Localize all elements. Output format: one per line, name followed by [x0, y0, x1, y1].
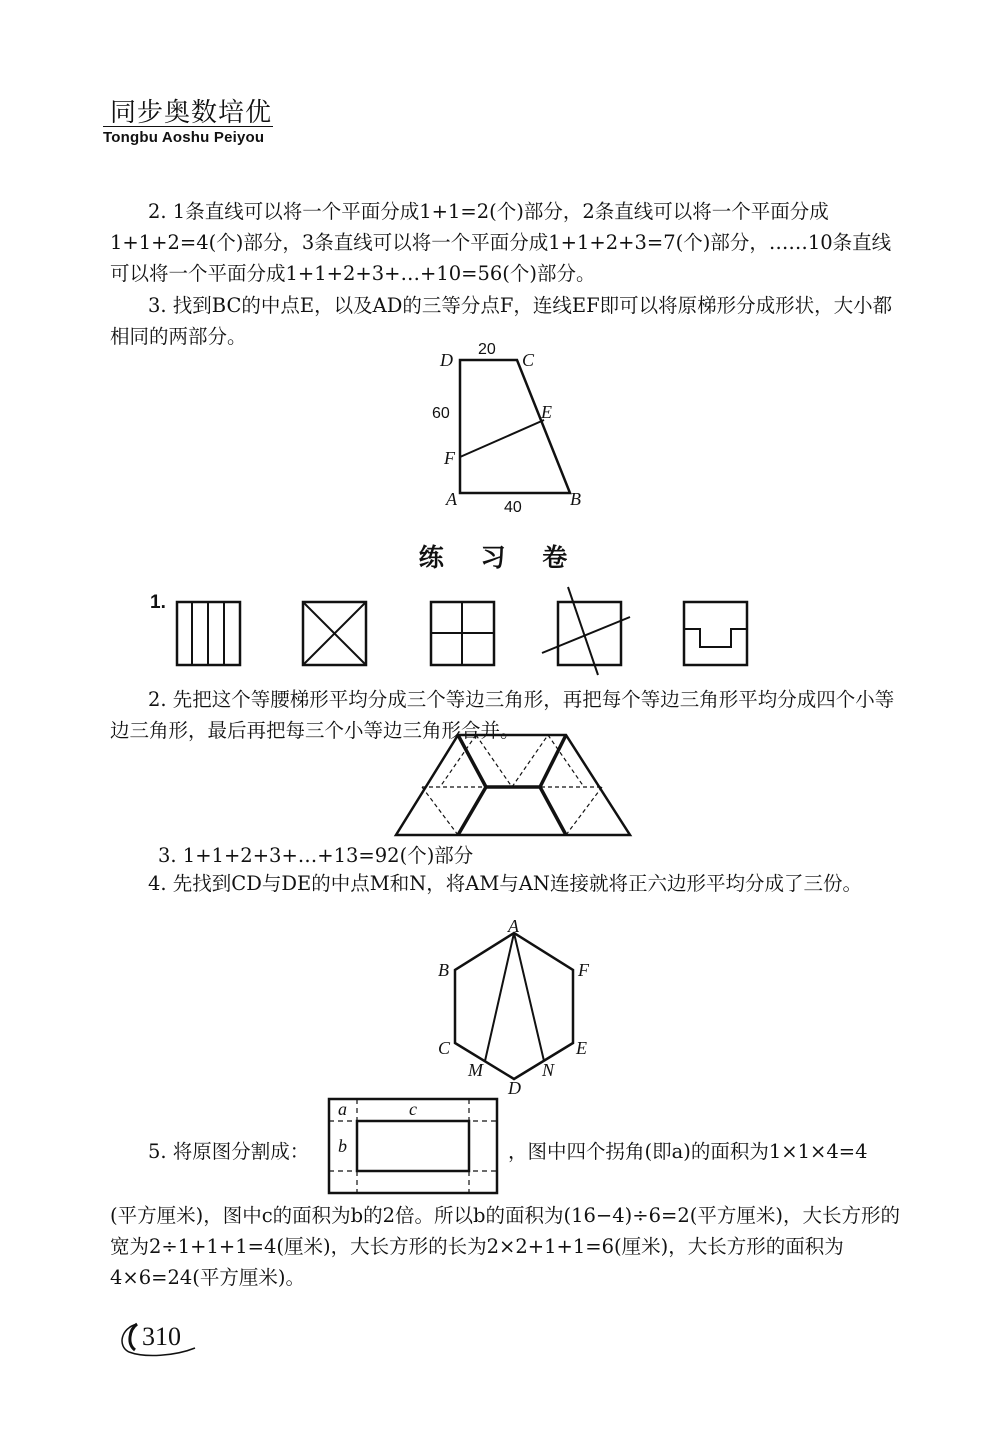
q1-number: 1. — [150, 592, 166, 613]
label-D: D — [508, 1078, 521, 1098]
triangle-trapezoid-figure — [390, 732, 640, 842]
label-E: E — [541, 402, 552, 422]
label-b: b — [338, 1136, 347, 1156]
square-u-shape — [684, 602, 747, 665]
answer-2 — [110, 196, 910, 289]
hexagon-outline — [455, 933, 573, 1079]
question-5-rest: (平方厘米)，图中c的面积为b的2倍。所以b的面积为(16−4)÷6=2(平方厘米)，大长方形的宽为2÷1+1+1=4(厘米)，大长方形的长为2×2+1+1=6(厘米)，大长方形的面积为4×6=24(平方厘米)。 — [110, 1204, 900, 1289]
question-3-text: 3. 1+1+2+3+…+13=92(个)部分 — [158, 844, 474, 867]
question-2-text: 2. 先把这个等腰梯形平均分成三个等边三角形，再把每个等边三角形平均分成四个小等边三角形，最后再把每三个小等边三角形合并。 — [110, 688, 895, 742]
book-subtitle: Tongbu Aoshu Peiyou — [103, 129, 265, 146]
q1-figures — [170, 595, 770, 675]
label-A: A — [446, 489, 457, 509]
label-top-length: 20 — [478, 341, 496, 358]
label-F: F — [578, 960, 589, 980]
square-crossing-lines — [542, 587, 630, 675]
label-B: B — [570, 489, 581, 509]
label-left-length: 60 — [432, 405, 450, 422]
label-M: M — [468, 1060, 483, 1080]
label-E: E — [576, 1038, 587, 1058]
question-5-prefix: 5. 将原图分割成： — [148, 1140, 310, 1163]
inner-rectangle — [357, 1121, 469, 1171]
question-5-suffix: ，图中四个拐角(即a)的面积为1×1×4=4 — [508, 1140, 868, 1163]
section-title: 练 习 卷 — [418, 543, 582, 572]
bold-divisions — [458, 735, 566, 835]
label-C: C — [438, 1038, 451, 1058]
square-quarters — [431, 602, 494, 665]
trapezoid-figure — [420, 341, 600, 520]
label-F: F — [444, 448, 455, 468]
square-four-strips — [177, 602, 240, 665]
line-AM — [485, 933, 514, 1061]
square-diagonals — [303, 602, 366, 665]
label-B: B — [438, 960, 449, 980]
label-bottom-length: 40 — [504, 499, 522, 516]
question-4 — [110, 868, 910, 899]
hexagon-figure — [430, 918, 600, 1098]
line-AN — [514, 933, 544, 1061]
header-rule — [103, 126, 273, 127]
page-number: 310 — [142, 1322, 181, 1351]
book-title: 同步奥数培优 — [110, 98, 273, 128]
label-D: D — [440, 350, 453, 370]
label-N: N — [542, 1060, 555, 1080]
answer-3 — [110, 290, 910, 352]
label-a: a — [338, 1099, 347, 1119]
question-4-text: 4. 先找到CD与DE的中点M和N，将AM与AN连接就将正六边形平均分成了三份。 — [148, 872, 862, 895]
rectangle-partition-figure — [325, 1097, 505, 1197]
answer-2-text: 2. 1条直线可以将一个平面分成1+1=2(个)部分，2条直线可以将一个平面分成1+1+2=4(个)部分，3条直线可以将一个平面分成1+1+2+3=7(个)部分，……10条直线可以将一个平面分成1+1+2+3+…+10=56(个)部分。 — [110, 200, 892, 285]
line-EF — [460, 420, 544, 457]
trapezoid-outline — [460, 360, 570, 493]
label-c: c — [409, 1099, 417, 1119]
answer-3-text: 3. 找到BC的中点E，以及AD的三等分点F，连线EF即可以将原梯形分成形状，大小都相同的两部分。 — [110, 294, 893, 348]
label-C: C — [522, 350, 535, 370]
question-3 — [110, 840, 910, 871]
label-A: A — [508, 916, 519, 936]
